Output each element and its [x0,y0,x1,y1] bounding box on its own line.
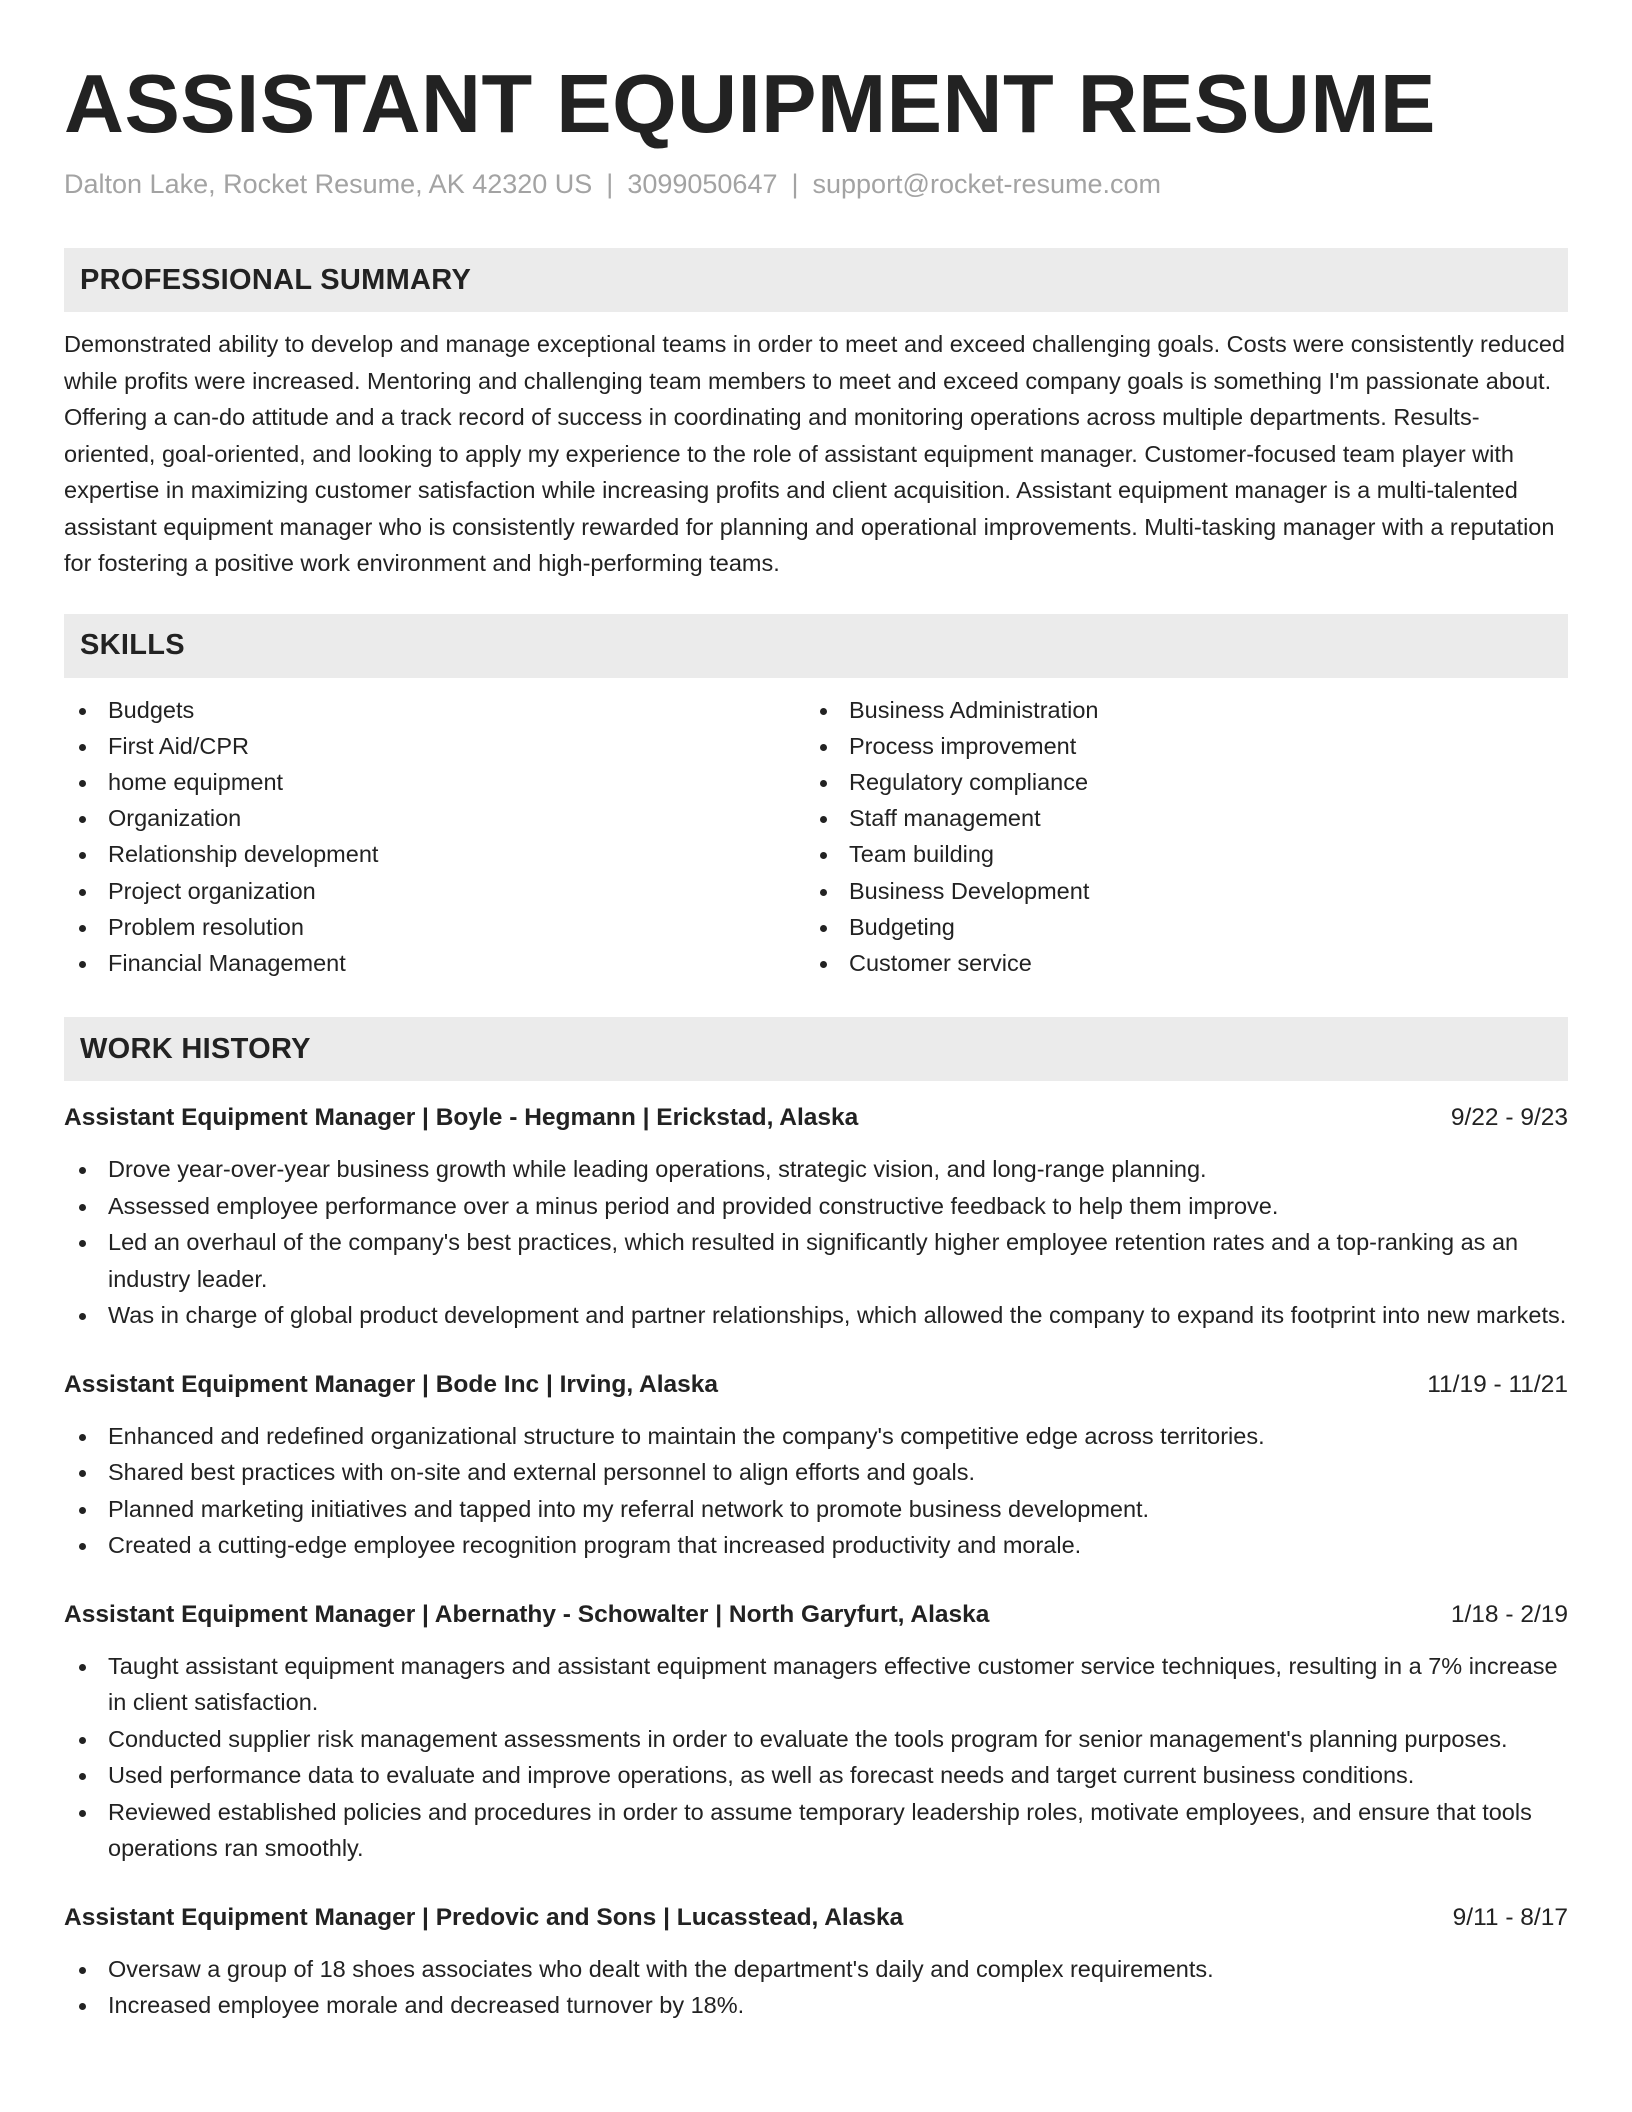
contact-email: support@rocket-resume.com [812,169,1162,199]
skill-item: First Aid/CPR [64,728,805,764]
job-bullet: Assessed employee performance over a minus period and provided constructive feedback to help them improve. [64,1188,1568,1225]
job-bullet: Increased employee morale and decreased turnover by 18%. [64,1987,1568,2024]
job-entry [64,1101,1568,1334]
job-title: Assistant Equipment Manager | Boyle - Hegmann | Erickstad, Alaska [64,1104,859,1132]
job-bullet: Drove year-over-year business growth while leading operations, strategic vision, and long-range planning. [64,1151,1568,1188]
contact-address: Dalton Lake, Rocket Resume, AK 42320 US [64,169,593,199]
job-bullet: Shared best practices with on-site and external personnel to align efforts and goals. [64,1454,1568,1491]
job-header [64,1101,1568,1135]
job-header [64,1598,1568,1632]
job-title: Assistant Equipment Manager | Predovic and Sons | Lucasstead, Alaska [64,1903,904,1931]
skill-item: Project organization [64,873,805,909]
skill-item: Process improvement [805,728,1546,764]
job-bullets [64,1951,1568,2024]
job-title: Assistant Equipment Manager | Abernathy - Schowalter | North Garyfurt, Alaska [64,1600,990,1628]
job-title: Assistant Equipment Manager | Bode Inc | Irving, Alaska [64,1370,719,1398]
job-dates: 1/18 - 2/19 [1450,1600,1568,1628]
work-history-section [64,1017,1568,2024]
job-dates: 9/11 - 8/17 [1452,1903,1568,1931]
skill-item: Customer service [805,945,1546,981]
job-dates: 11/19 - 11/21 [1427,1370,1568,1398]
job-bullet: Was in charge of global product development and partner relationships, which allowed the company to expand its footprint into new markets. [64,1297,1568,1334]
job-bullet: Planned marketing initiatives and tapped into my referral network to promote business development. [64,1491,1568,1528]
skills-section [64,614,1568,982]
skill-item: Team building [805,836,1546,872]
job-bullet: Led an overhaul of the company's best practices, which resulted in significantly higher employee retention rates and a top-ranking as an industry leader. [64,1224,1568,1297]
skill-item: Budgeting [805,909,1546,945]
job-bullet: Oversaw a group of 18 shoes associates who dealt with the department's daily and complex requirements. [64,1951,1568,1988]
skill-item: Business Administration [805,692,1546,728]
job-bullet: Taught assistant equipment managers and assistant equipment managers effective customer service techniques, resulting in a 7% increase in client satisfaction. [64,1648,1568,1721]
job-bullets [64,1648,1568,1867]
job-bullet: Created a cutting-edge employee recognition program that increased productivity and morale. [64,1527,1568,1564]
contact-separator: | [791,169,799,199]
skill-item: home equipment [64,764,805,800]
job-header [64,1368,1568,1402]
job-dates: 9/22 - 9/23 [1450,1104,1568,1132]
skills-column-left [64,692,805,982]
skills-heading: SKILLS [64,614,1568,678]
skill-item: Budgets [64,692,805,728]
summary-text: Demonstrated ability to develop and manage exceptional teams in order to meet and exceed challenging goals. Costs were consistently reduced while profits were increased. Mentoring and challenging team members to meet and exceed company goals is something I'm passionate about. Offering a can-do attitude and a track record of success in coordinating and monitoring operations across multiple departments. Results-oriented, goal-oriented, and looking to apply my experience to the role of assistant equipment manager. Customer-focused team player with expertise in maximizing customer satisfaction while increasing profits and client acquisition. Assistant equipment manager is a multi-talented assistant equipment manager who is consistently rewarded for planning and operational improvements. Multi-tasking manager with a reputation for fostering a positive work environment and high-performing teams. [64,331,1565,576]
job-bullet: Used performance data to evaluate and improve operations, as well as forecast needs and target current business conditions. [64,1757,1568,1794]
job-bullet: Conducted supplier risk management assessments in order to evaluate the tools program for senior management's planning purposes. [64,1721,1568,1758]
skill-item: Financial Management [64,945,805,981]
skill-item: Business Development [805,873,1546,909]
contact-phone: 3099050647 [627,169,778,199]
job-entry [64,1368,1568,1564]
skills-column-right [805,692,1546,982]
job-bullets [64,1418,1568,1564]
job-bullet: Reviewed established policies and procedures in order to assume temporary leadership roles, motivate employees, and ensure that tools operations ran smoothly. [64,1794,1568,1867]
skill-item: Problem resolution [64,909,805,945]
skill-item: Organization [64,800,805,836]
work-history-heading: WORK HISTORY [64,1017,1568,1081]
summary-section [64,248,1568,582]
contact-line [64,166,1568,202]
skills-grid [64,692,1568,982]
job-bullets [64,1151,1568,1334]
skill-item: Staff management [805,800,1546,836]
job-entry [64,1598,1568,1867]
contact-separator: | [606,169,614,199]
job-header [64,1901,1568,1935]
skill-item: Regulatory compliance [805,764,1546,800]
skill-item: Relationship development [64,836,805,872]
summary-heading: PROFESSIONAL SUMMARY [64,248,1568,312]
resume-title: ASSISTANT EQUIPMENT RESUME [64,57,1436,150]
job-entry [64,1901,1568,2024]
job-bullet: Enhanced and redefined organizational structure to maintain the company's competitive edge across territories. [64,1418,1568,1455]
